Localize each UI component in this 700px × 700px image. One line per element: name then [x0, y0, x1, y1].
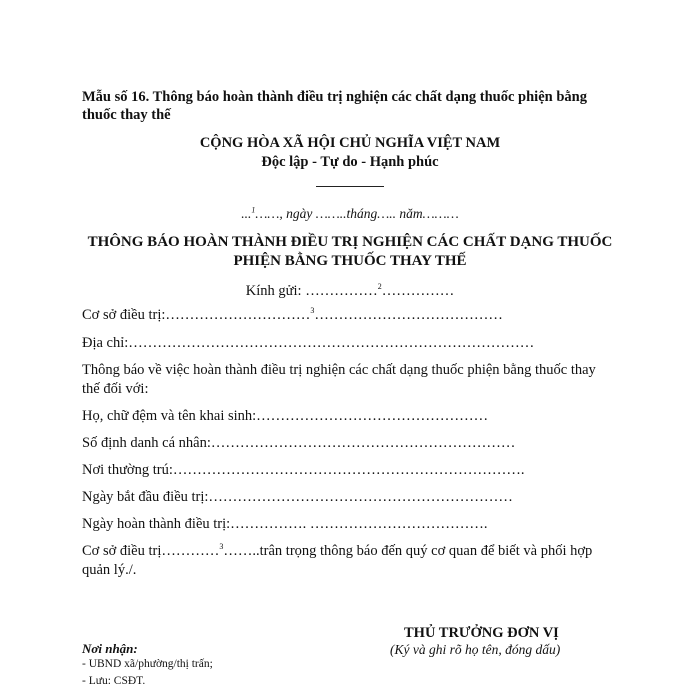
footnote-ref-2: 2	[377, 282, 382, 292]
recipient-item-2: - Lưu: CSĐT.	[82, 675, 146, 687]
closing-text-line-1	[82, 543, 592, 560]
full-name-field: Họ, chữ đệm và tên khai sinh:…………………………………………	[82, 408, 489, 424]
header-divider	[316, 186, 384, 187]
footnote-ref-3: 3	[310, 306, 315, 316]
residence-field: Nơi thường trú:……………………………………………………………….	[82, 462, 525, 478]
recipient-suffix: ……………	[381, 283, 455, 299]
closing-text-line-2: quản lý./.	[82, 562, 137, 578]
document-title-line-2: PHIỆN BẰNG THUỐC THAY THẾ	[233, 253, 467, 269]
recipient-line	[0, 283, 700, 300]
footnote-ref-1: 1	[251, 205, 256, 215]
facility-label: Cơ sở điều trị:…………………………	[82, 307, 311, 323]
date-suffix: ……, ngày ……..tháng….. năm………	[255, 206, 459, 221]
notice-text-line-2: thế đối với:	[82, 381, 149, 397]
facility-field	[82, 307, 503, 324]
notice-text-line-1: Thông báo về việc hoàn thành điều trị nghiện các chất dạng thuốc phiện bằng thuốc thay	[82, 362, 596, 378]
recipient-item-1: - UBND xã/phường/thị trấn;	[82, 658, 213, 670]
date-prefix: ...	[241, 206, 252, 221]
footnote-ref-3b: 3	[219, 542, 224, 552]
end-date-field: Ngày hoàn thành điều trị:……………. ……………………………….	[82, 516, 488, 532]
id-number-field: Số định danh cá nhân:………………………………………………………	[82, 435, 516, 451]
signature-note: (Ký và ghi rõ họ tên, đóng dấu)	[390, 642, 561, 657]
facility-dots: …………………………………	[314, 307, 503, 323]
form-title-line-1: Mẫu số 16. Thông báo hoàn thành điều trị nghiện các chất dạng thuốc phiện bằng	[82, 89, 587, 105]
national-motto: Độc lập - Tự do - Hạnh phúc	[261, 154, 439, 170]
document-title-line-1: THÔNG BÁO HOÀN THÀNH ĐIỀU TRỊ NGHIỆN CÁC CHẤT DẠNG THUỐC	[87, 234, 613, 250]
country-name: CỘNG HÒA XÃ HỘI CHỦ NGHĨA VIỆT NAM	[199, 135, 501, 151]
closing-prefix: Cơ sở điều trị…………	[82, 543, 220, 559]
form-title-line-2: thuốc thay thế	[82, 107, 171, 123]
recipients-label: Nơi nhận:	[82, 641, 138, 656]
recipient-prefix: Kính gửi: ……………	[245, 283, 378, 299]
address-field: Địa chỉ:…………………………………………………………………………	[82, 335, 535, 351]
closing-suffix: ……..trân trọng thông báo đến quý cơ quan để biết và phối hợp	[223, 543, 593, 559]
start-date-field: Ngày bắt đầu điều trị:………………………………………………………	[82, 489, 513, 505]
place-date-line	[0, 206, 700, 222]
signature-title: THỦ TRƯỞNG ĐƠN VỊ	[404, 625, 559, 641]
